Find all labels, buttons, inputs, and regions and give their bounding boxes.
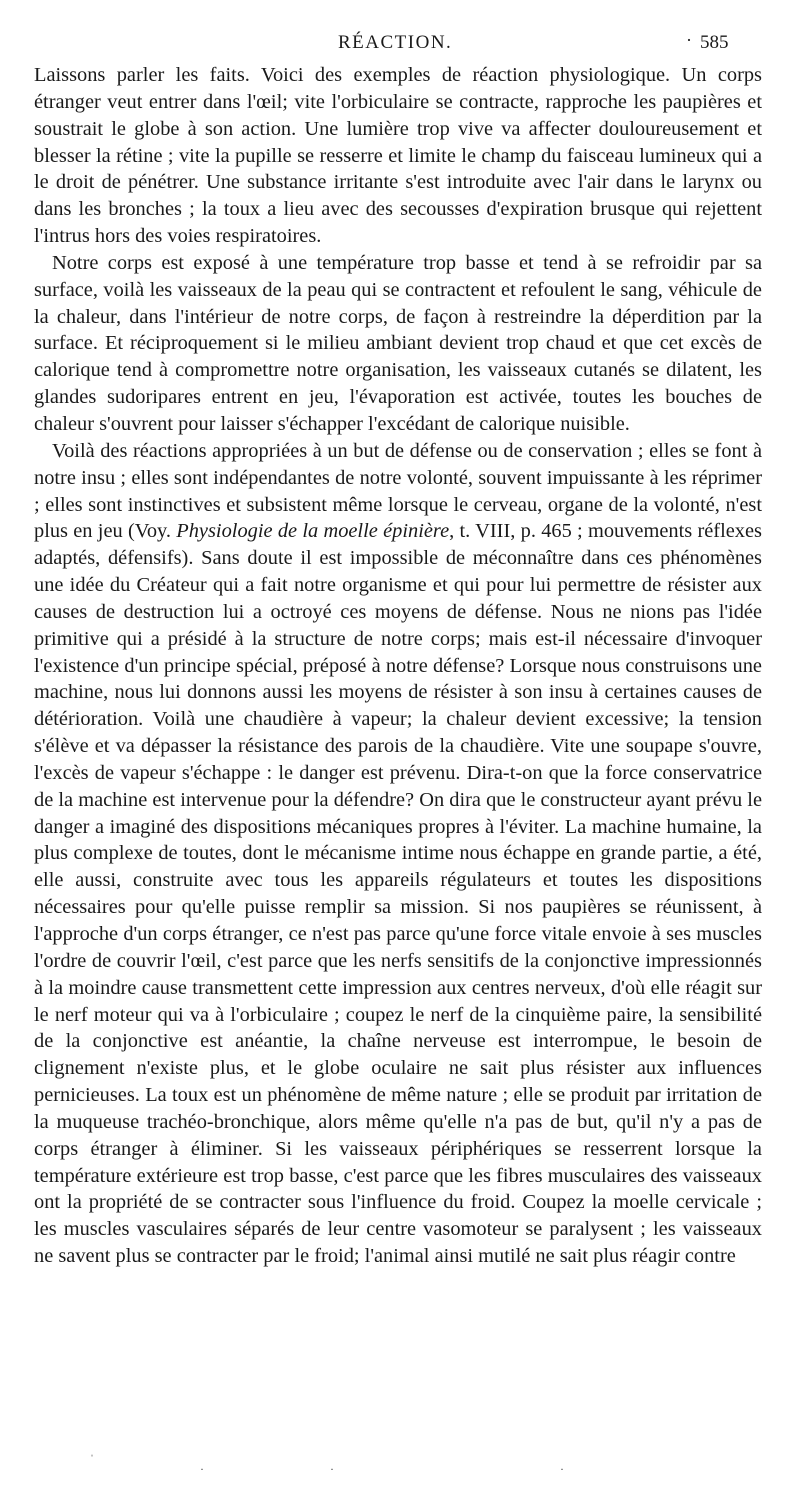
scan-speck: · [560,1462,564,1476]
page-header [0,30,800,60]
paragraph-3-part-2: , t. VIII, p. 465 ; mouvements réflexes adaptés, défensifs). Sans doute il est impossible de méconnaître dans ces phénomènes une idée du Créateur qui a fait notre organisme et qui pour lui permettre de résister aux causes de destruction lui a octroyé ces moyens de défense. Nous ne nions pas l'idée primitive qui a présidé à la structure de notre corps; mais est-il nécessaire d'invoquer l'existence d'un principe spécial, préposé à notre défense? Lorsque nous construisons une machine, nous lui donnons aussi les moyens de résister à son insu à certaines causes de détérioration. Voilà une chaudière à vapeur; la chaleur devient excessive; la tension s'élève et va dépasser la résistance des parois de la chaudière. Vite une soupape s'ouvre, l'excès de vapeur s'échappe : le danger est prévenu. Dira-t-on que la force conservatrice de la machine est intervenue pour la défendre? On dira que le constructeur ayant prévu le danger a imaginé des dispositions mécaniques propres à l'éviter. La machine humaine, la plus complexe de toutes, dont le mécanisme intime nous échappe en grande partie, a été, elle aussi, construite avec tous les appareils régulateurs et toutes les dispositions nécessaires pour qu'elle puisse remplir sa mission. Si nos paupières se réunissent, à l'approche d'un corps étranger, ce n'est pas parce qu'une force vitale envoie à ses muscles l'ordre de couvrir l'œil, c'est parce que les nerfs sensitifs de la conjonctive impressionnés à la moindre cause transmettent cette impression aux centres nerveux, d'où elle réagit sur le nerf moteur qui va à l'orbiculaire ; coupez le nerf de la cinquième paire, la sensibilité de la conjonctive est anéantie, la chaîne nerveuse est interrompue, le besoin de clignement n'existe plus, et le globe oculaire ne sait plus résister aux influences pernicieuses. La toux est un phénomène de même nature ; elle se produit par irritation de la muqueuse trachéo-bronchique, alors même qu'elle n'a pas de but, qu'il n'y a pas de corps étranger à éliminer. Si les vaisseaux périphériques se resserrent lorsque la température extérieure est trop basse, c'est parce que les fibres musculaires des vaisseaux ont la propriété de se contracter sous l'influence du froid. Coupez la moelle cervicale ; les muscles vasculaires séparés de leur centre vasomoteur se paralysent ; les vaisseaux ne savent plus se contracter par le froid; l'animal ainsi mutilé ne sait plus réagir contre [34,520,762,1268]
paragraph-2: Notre corps est exposé à une température trop basse et tend à se refroidir par sa surface, voilà les vaisseaux de la peau qui se contractent et refoulent le sang, véhicule de la chaleur, dans l'intérieur de notre corps, de façon à restreindre la déperdition par la surface. Et réciproquement si le milieu ambiant devient trop chaud et que cet excès de calorique tend à compromettre notre organisation, les vaisseaux cutanés se dilatent, les glandes sudoripares entrent en jeu, l'évaporation est activée, toutes les bouches de chaleur s'ouvrent pour laisser s'échapper l'excédant de calorique nuisible. [34,251,762,435]
book-title-reference: Physiologie de la moelle épinière [176,520,450,543]
running-head: RÉACTION. [338,32,453,53]
paragraph-3 [34,438,762,1270]
scan-speck: ˈ [90,1452,94,1466]
body-text [34,62,762,1270]
scan-speck: · [200,1462,204,1476]
header-mark: · [686,30,692,50]
paragraph-3-part-1: Voilà des réactions appropriées à un but de défense ou de conservation ; elles se font à notre insu ; elles sont indépendantes de notre volonté, souvent impuissante à les réprimer ; elles sont instinctives et subsistent même lorsque le cerveau, organe de la volonté, n'est plus en jeu (Voy. [34,439,762,543]
paragraph-1: Laissons parler les faits. Voici des exemples de réaction physiologique. Un corps étranger veut entrer dans l'œil; vite l'orbiculaire se contracte, rapproche les paupières et soustrait le globe à son action. Une lumière trop vive va affecter douloureusement et blesser la rétine ; vite la pupille se resserre et limite le champ du faisceau lumineux qui a le droit de pénétrer. Une substance irritante s'est introduite avec l'air dans le larynx ou dans les bronches ; la toux a lieu avec des secousses d'expiration brusque qui rejettent l'intrus hors des voies respiratoires. [34,64,762,248]
scan-speck: · [330,1462,334,1476]
page-number: 585 [700,32,729,53]
